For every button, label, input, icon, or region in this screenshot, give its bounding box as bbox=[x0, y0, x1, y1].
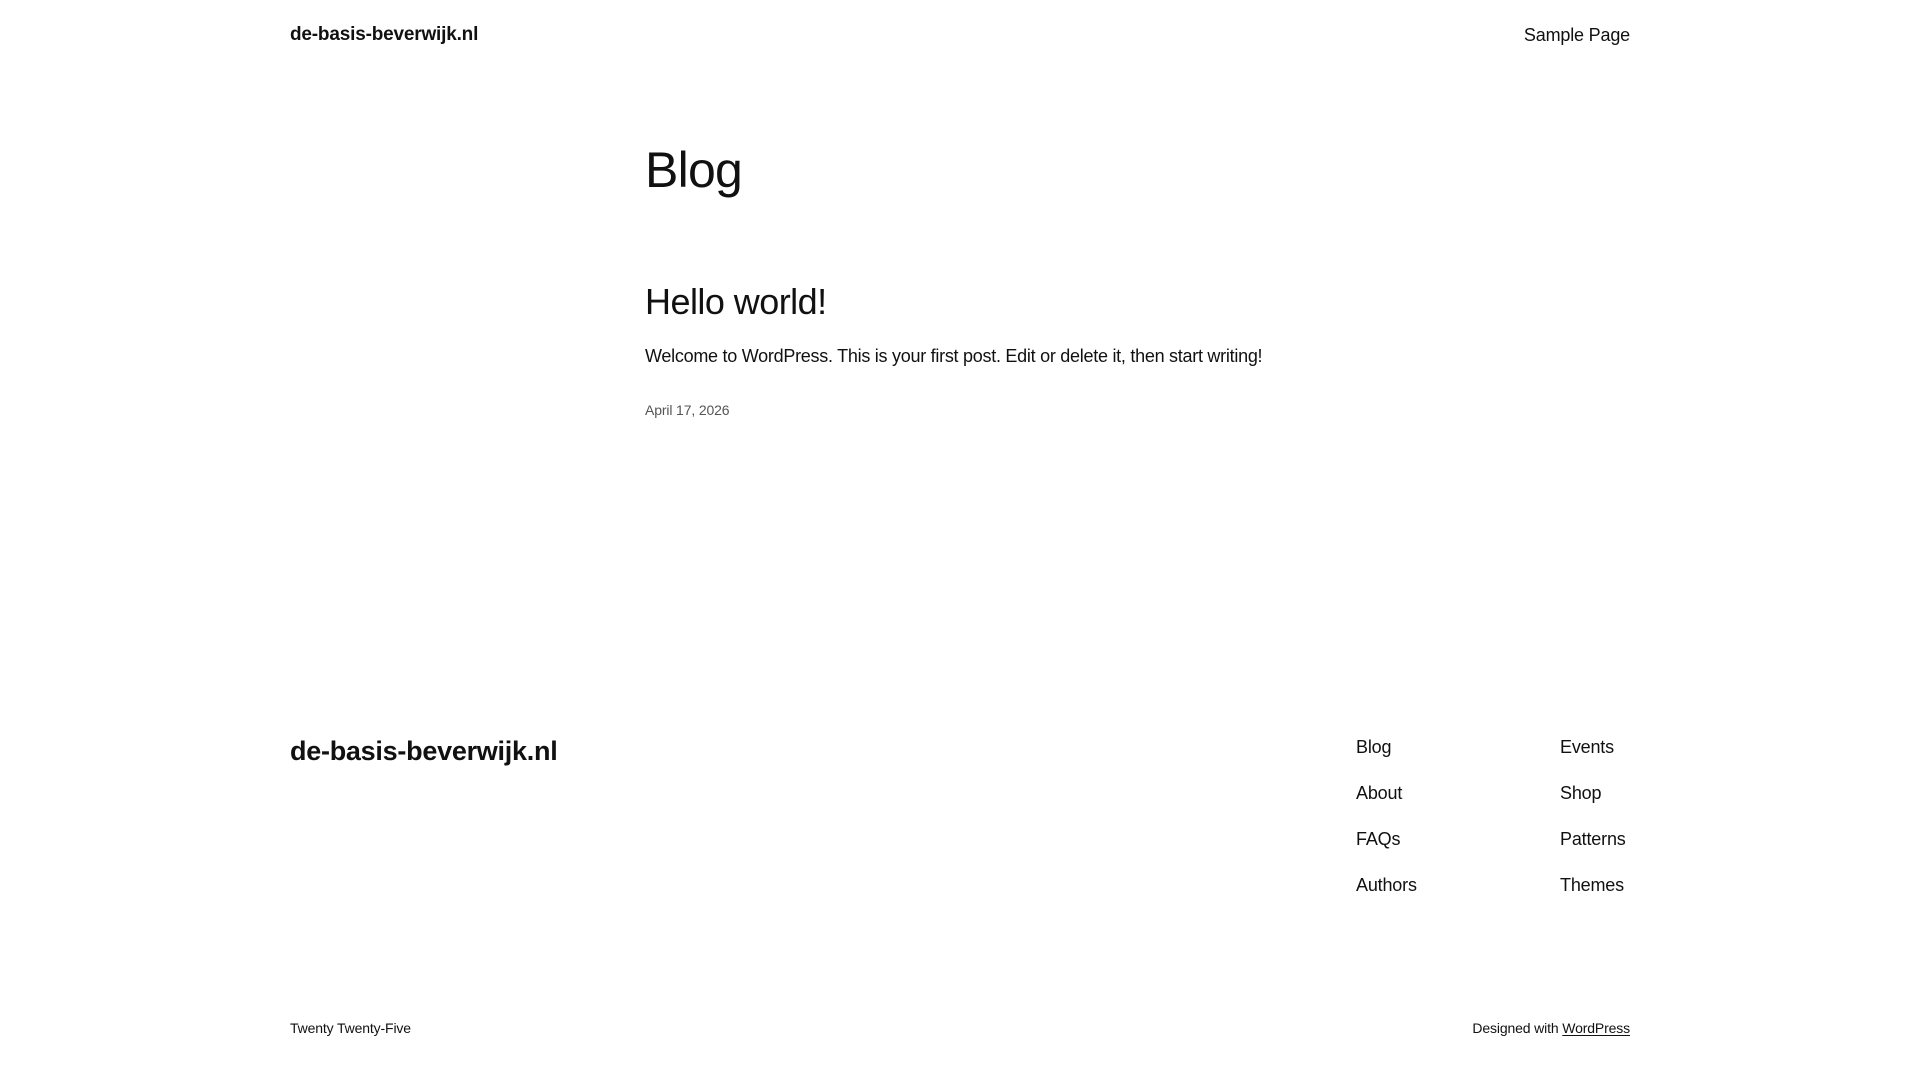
footer-nav-row bbox=[1356, 784, 1417, 803]
footer-nav-row bbox=[1356, 738, 1417, 757]
footer-nav-row bbox=[1356, 830, 1417, 849]
footer-nav-item-authors[interactable]: Authors bbox=[1356, 875, 1417, 895]
theme-name-text: Twenty Twenty-Five bbox=[290, 1020, 411, 1036]
nav-item-sample-page[interactable]: Sample Page bbox=[1523, 24, 1630, 45]
footer-nav-row bbox=[1356, 876, 1417, 895]
footer-nav-row bbox=[1560, 876, 1626, 895]
post-date: April 17, 2026 bbox=[645, 401, 730, 418]
footer-nav-item-events[interactable]: Events bbox=[1560, 737, 1614, 757]
post-excerpt: Welcome to WordPress. This is your first post. Edit or delete it, then start writing! bbox=[645, 346, 1263, 366]
post-item bbox=[645, 281, 1405, 418]
footer-site-title-link[interactable]: de-basis-beverwijk.nl bbox=[290, 736, 558, 766]
footer-nav-item-patterns[interactable]: Patterns bbox=[1560, 829, 1626, 849]
wordpress-link[interactable]: WordPress bbox=[1562, 1020, 1630, 1036]
designed-with-prefix: Designed with bbox=[1472, 1020, 1563, 1036]
site-title-link[interactable]: de-basis-beverwijk.nl bbox=[290, 24, 479, 45]
header-nav bbox=[1524, 25, 1630, 46]
footer-nav-item-faqs[interactable]: FAQs bbox=[1356, 829, 1401, 849]
designed-with-text bbox=[1472, 1021, 1630, 1035]
site-header bbox=[290, 24, 1630, 46]
footer-nav-row bbox=[1560, 738, 1626, 757]
footer-nav-column-1 bbox=[1356, 738, 1417, 895]
footer-nav-row bbox=[1560, 830, 1626, 849]
footer-nav-item-themes[interactable]: Themes bbox=[1560, 875, 1624, 895]
page-title: Blog bbox=[645, 142, 743, 198]
footer-nav-item-shop[interactable]: Shop bbox=[1560, 783, 1602, 803]
footer-nav-row bbox=[1560, 784, 1626, 803]
footer-nav-column-2 bbox=[1560, 738, 1626, 895]
footer-bottom-bar bbox=[290, 1021, 1630, 1035]
footer-nav-item-about[interactable]: About bbox=[1356, 783, 1403, 803]
footer-nav-item-blog[interactable]: Blog bbox=[1356, 737, 1392, 757]
post-title-link[interactable]: Hello world! bbox=[645, 281, 827, 322]
